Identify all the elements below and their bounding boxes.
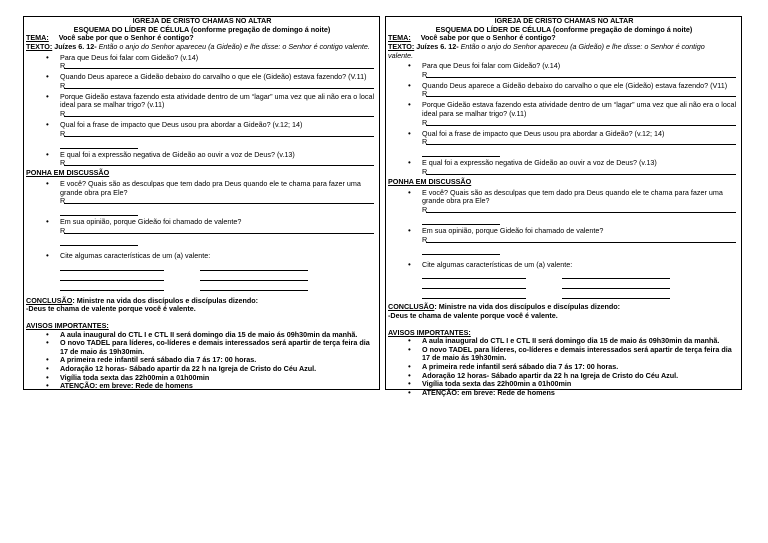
answer-line xyxy=(388,206,740,215)
answer-prefix: R xyxy=(422,117,428,127)
conclusion-text: : Ministre na vida dos discípulos e discípulas dizendo: xyxy=(72,295,259,305)
answer-line xyxy=(388,71,740,80)
tema-text: Você sabe por que o Senhor é contigo? xyxy=(420,33,556,43)
answer-extra-line xyxy=(422,215,500,225)
answer-line xyxy=(388,119,740,128)
answer-prefix: R xyxy=(422,234,428,244)
notice-item: • ATENÇÃO: em breve: Rede de homens xyxy=(388,389,740,398)
texto-reference: Juízes 6. 12- xyxy=(54,41,97,51)
question-4: • Qual foi a frase de impacto que Deus usou pra abordar a Gideão? (v.12; 14) xyxy=(388,130,740,139)
notice-item: • O novo TADEL para líderes, co-líderes e demais interessados será apartir de terça feira dia 17 de maio ás 19h30min. xyxy=(26,339,378,356)
notice-item: • Adoração 12 horas- Sábado apartir da 22 h na Igreja de Cristo do Céu Azul. xyxy=(388,372,740,381)
notice-item: • O novo TADEL para líderes, co-líderes e demais interessados será apartir de terça feira dia 17 de maio ás 19h30min. xyxy=(388,346,740,363)
answer-prefix: R xyxy=(422,167,428,177)
texto-row xyxy=(388,43,740,52)
discussion-question-2: • Em sua opinião, porque Gideão foi chamado de valente? xyxy=(388,227,740,236)
answer-line xyxy=(26,227,378,236)
discussion-question-1: • E você? Quais são as desculpas que tem dado pra Deus quando ele te chama para fazer uma grande obra pra Ele? xyxy=(26,180,378,197)
texto-quote: Então o anjo do Senhor apareceu (a Gideão) e lhe disse: o Senhor é contigo xyxy=(460,41,705,51)
question-5: • E qual foi a expressão negativa de Gideão ao ouvir a voz de Deus? (v.13) xyxy=(26,151,378,160)
texto-row xyxy=(26,43,378,52)
question-3: • Porque Gideão estava fazendo esta atividade dentro de um “lagar” uma vez que ali não era o local ideal para se malhar trigo? (v.11) xyxy=(388,101,740,118)
texto-quote: Então o anjo do Senhor apareceu (a Gideão) e lhe disse: o Senhor é contigo valente. xyxy=(98,41,370,51)
discussion-question-3: • Cite algumas características de um (a) valente: xyxy=(388,261,740,270)
answer-extra-line xyxy=(60,206,138,216)
notice-item: • Vigília toda sexta das 22h00min a 01h00min xyxy=(26,374,378,383)
answer-prefix: R xyxy=(422,137,428,147)
answer-prefix: R xyxy=(60,196,66,206)
tema-text: Você sabe por que o Senhor é contigo? xyxy=(58,33,194,43)
answer-line xyxy=(388,138,740,147)
discussion-question-3: • Cite algumas características de um (a) valente: xyxy=(26,252,378,261)
discussion-question-2: • Em sua opinião, porque Gideão foi chamado de valente? xyxy=(26,218,378,227)
discussion-heading: PONHA EM DISCUSSÃO xyxy=(26,168,110,178)
trait-lines xyxy=(60,281,378,291)
discussion-question-1: • E você? Quais são as desculpas que tem dado pra Deus quando ele te chama para fazer uma grande obra pra Ele? xyxy=(388,189,740,206)
conclusion-row xyxy=(26,297,378,306)
tema-label: TEMA: xyxy=(388,33,411,43)
question-2: • Quando Deus aparece a Gideão debaixo do carvalho o que ele (Gideão) estava fazendo? (V.11) xyxy=(26,73,378,82)
question-1: • Para que Deus foi falar com Gideão? (v.14) xyxy=(388,62,740,71)
church-title: IGREJA DE CRISTO CHAMAS NO ALTAR xyxy=(132,16,272,25)
answer-line xyxy=(26,159,378,168)
answer-prefix: R xyxy=(422,204,428,214)
trait-lines xyxy=(60,271,378,281)
notice-item: • Adoração 12 horas- Sábado apartir da 22 h na Igreja de Cristo do Céu Azul. xyxy=(26,365,378,374)
answer-prefix: R xyxy=(60,128,66,138)
answer-prefix: R xyxy=(422,69,428,79)
answer-line xyxy=(26,130,378,139)
conclusion-label: CONCLUSÃO xyxy=(26,295,73,305)
outline-subtitle: ESQUEMA DO LÍDER DE CÉLULA (conforme pregação de domingo á noite) xyxy=(73,24,331,34)
texto-label: TEXTO: xyxy=(388,41,415,51)
notice-item: • Vigília toda sexta das 22h00min a 01h00min xyxy=(388,380,740,389)
notice-item: • A primeira rede infantil será sábado dia 7 ás 17: 00 horas. xyxy=(388,363,740,372)
trait-lines xyxy=(60,261,378,271)
answer-line xyxy=(26,110,378,119)
answer-line xyxy=(26,82,378,91)
notice-item: • ATENÇÃO: em breve: Rede de homens xyxy=(26,382,378,391)
answer-prefix: R xyxy=(60,225,66,235)
notice-item: • A aula inaugural do CTL I e CTL II será domingo dia 15 de maio ás 09h30min da manhã. xyxy=(388,337,740,346)
answer-line xyxy=(388,236,740,245)
question-4: • Qual foi a frase de impacto que Deus usou pra abordar a Gideão? (v.12; 14) xyxy=(26,121,378,130)
answer-line xyxy=(26,197,378,206)
trait-lines xyxy=(422,269,740,279)
church-title: IGREJA DE CRISTO CHAMAS NO ALTAR xyxy=(494,16,634,25)
trait-lines xyxy=(422,279,740,289)
answer-prefix: R xyxy=(60,109,66,119)
left-column xyxy=(23,16,380,390)
texto-reference: Juízes 6. 12- xyxy=(416,41,459,51)
answer-extra-line xyxy=(60,236,138,246)
answer-prefix: R xyxy=(422,89,428,99)
conclusion-line: -Deus te chama de valente porque você é valente. xyxy=(26,304,196,314)
answer-extra-line xyxy=(422,245,500,255)
discussion-heading: PONHA EM DISCUSSÃO xyxy=(388,177,472,187)
trait-lines xyxy=(422,289,740,299)
answer-prefix: R xyxy=(60,80,66,90)
texto-quote-continued: valente. xyxy=(388,50,414,60)
tema-label: TEMA: xyxy=(26,33,49,43)
outline-subtitle: ESQUEMA DO LÍDER DE CÉLULA (conforme pregação de domingo á noite) xyxy=(435,24,693,34)
answer-line xyxy=(26,62,378,71)
answer-line xyxy=(388,90,740,99)
question-5: • E qual foi a expressão negativa de Gideão ao ouvir a voz de Deus? (v.13) xyxy=(388,159,740,168)
avisos-heading: AVISOS IMPORTANTES: xyxy=(388,327,471,337)
notice-item: • A primeira rede infantil será sábado dia 7 ás 17: 00 horas. xyxy=(26,356,378,365)
answer-prefix: R xyxy=(60,61,66,71)
answer-extra-line xyxy=(422,147,500,157)
question-3: • Porque Gideão estava fazendo esta atividade dentro de um “lagar” uma vez que ali não era o local ideal para se malhar trigo? (v.11) xyxy=(26,93,378,110)
avisos-heading: AVISOS IMPORTANTES: xyxy=(26,320,109,330)
answer-extra-line xyxy=(60,139,138,149)
conclusion-text: : Ministre na vida dos discípulos e discípulas dizendo: xyxy=(434,302,621,312)
conclusion-label: CONCLUSÃO xyxy=(388,302,435,312)
conclusion-line: -Deus te chama de valente porque você é valente. xyxy=(388,310,558,320)
question-2: • Quando Deus aparece a Gideão debaixo do carvalho o que ele (Gideão) estava fazendo? (V11) xyxy=(388,82,740,91)
answer-prefix: R xyxy=(60,158,66,168)
question-1: • Para que Deus foi falar com Gideão? (v.14) xyxy=(26,54,378,63)
conclusion-row xyxy=(388,303,740,312)
answer-line xyxy=(388,168,740,177)
notice-item: • A aula inaugural do CTL I e CTL II será domingo dia 15 de maio ás 09h30min da manhã. xyxy=(26,331,378,340)
texto-label: TEXTO: xyxy=(26,41,53,51)
right-column xyxy=(385,16,742,398)
